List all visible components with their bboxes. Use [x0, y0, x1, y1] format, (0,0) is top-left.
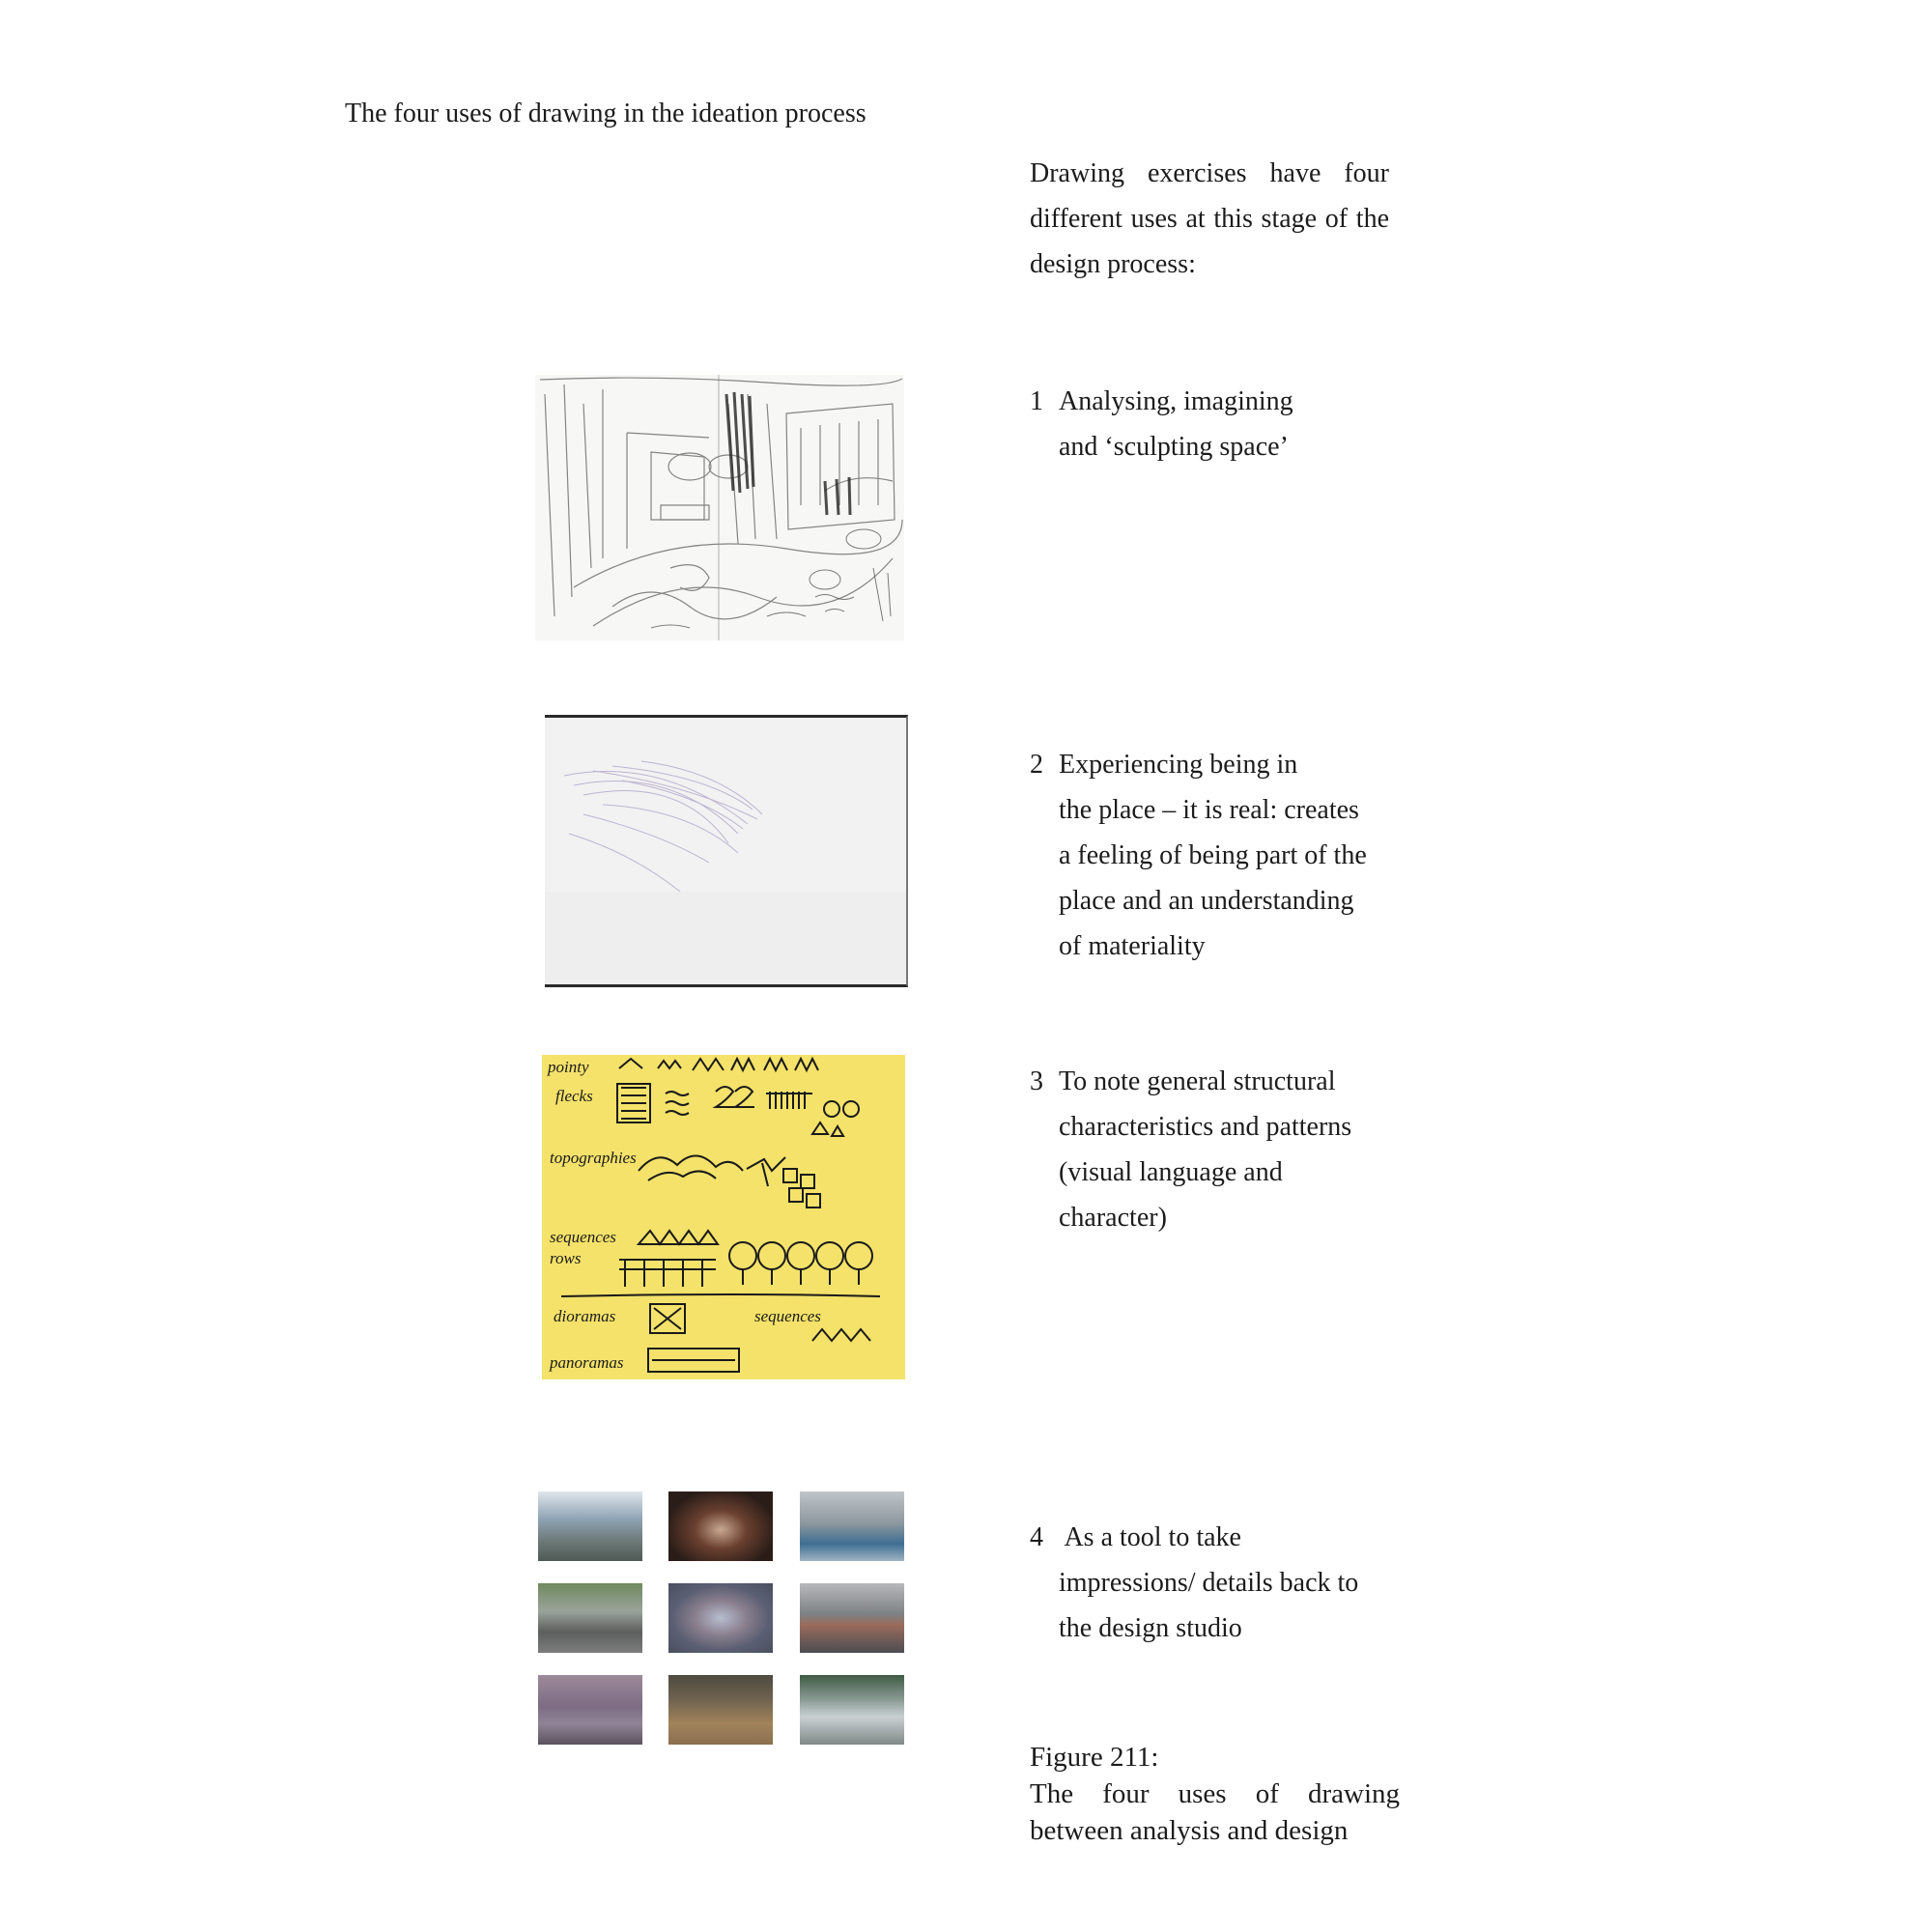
note-label: rows [550, 1249, 582, 1267]
use-item-3 [1030, 1059, 1416, 1240]
note-label: topographies [550, 1149, 637, 1167]
figure-caption: The four uses of drawing between analysis and design [1030, 1778, 1400, 1846]
use-item-2 [1030, 742, 1416, 969]
use-item-1 [1030, 379, 1416, 469]
photo-thumbnail [800, 1583, 904, 1653]
item-number: 3 [1030, 1066, 1043, 1096]
yellow-paper [542, 1055, 905, 1379]
intro-paragraph: Drawing exercises have four different uses at this stage of the design process: [1030, 158, 1389, 279]
note-label: panoramas [550, 1353, 624, 1372]
note-label: sequences [754, 1307, 821, 1325]
sketch-street-perspective [535, 375, 904, 640]
item-line: (visual language and [1059, 1157, 1283, 1187]
item-line: and ‘sculpting space’ [1059, 432, 1289, 462]
item-number: 1 [1030, 386, 1043, 416]
sketch-experience [545, 715, 908, 987]
item-line: the design studio [1059, 1613, 1242, 1643]
item-line: the place – it is real: creates [1059, 795, 1359, 825]
item-line: To note general structural [1059, 1066, 1336, 1096]
photo-thumbnail [538, 1492, 642, 1561]
item-number: 2 [1030, 750, 1043, 780]
use-item-4 [1030, 1515, 1416, 1651]
item-line: character) [1059, 1203, 1167, 1233]
item-line: impressions/ details back to [1059, 1568, 1359, 1598]
note-label: pointy [548, 1058, 589, 1076]
item-line: of materiality [1059, 931, 1206, 961]
item-line: As a tool to take [1059, 1522, 1241, 1552]
page-heading: The four uses of drawing in the ideation process [345, 99, 867, 128]
photo-thumbnail [800, 1675, 904, 1745]
item-line: characteristics and patterns [1059, 1112, 1352, 1142]
photo-thumbnail [800, 1492, 904, 1561]
pattern-notes-graphic [542, 1055, 905, 1379]
figure-label: Figure 211: [1030, 1742, 1159, 1773]
item-number: 4 [1030, 1522, 1043, 1552]
photo-thumbnail [668, 1583, 773, 1653]
photo-thumbnail [668, 1675, 773, 1745]
item-line: Experiencing being in [1059, 750, 1298, 780]
item-line: a feeling of being part of the [1059, 840, 1367, 870]
sketch-patterns-notes [542, 1055, 905, 1379]
note-label: dioramas [554, 1307, 616, 1325]
purple-scribble-graphic [545, 718, 906, 984]
note-label: flecks [555, 1087, 593, 1105]
note-label: sequences [550, 1228, 616, 1246]
photo-thumbnail [538, 1583, 642, 1653]
item-line: Analysing, imagining [1059, 386, 1293, 416]
photo-thumbnail [668, 1492, 773, 1561]
item-line: place and an understanding [1059, 886, 1354, 916]
pencil-sketch-graphic [535, 375, 904, 640]
photo-thumbnail [538, 1675, 642, 1745]
